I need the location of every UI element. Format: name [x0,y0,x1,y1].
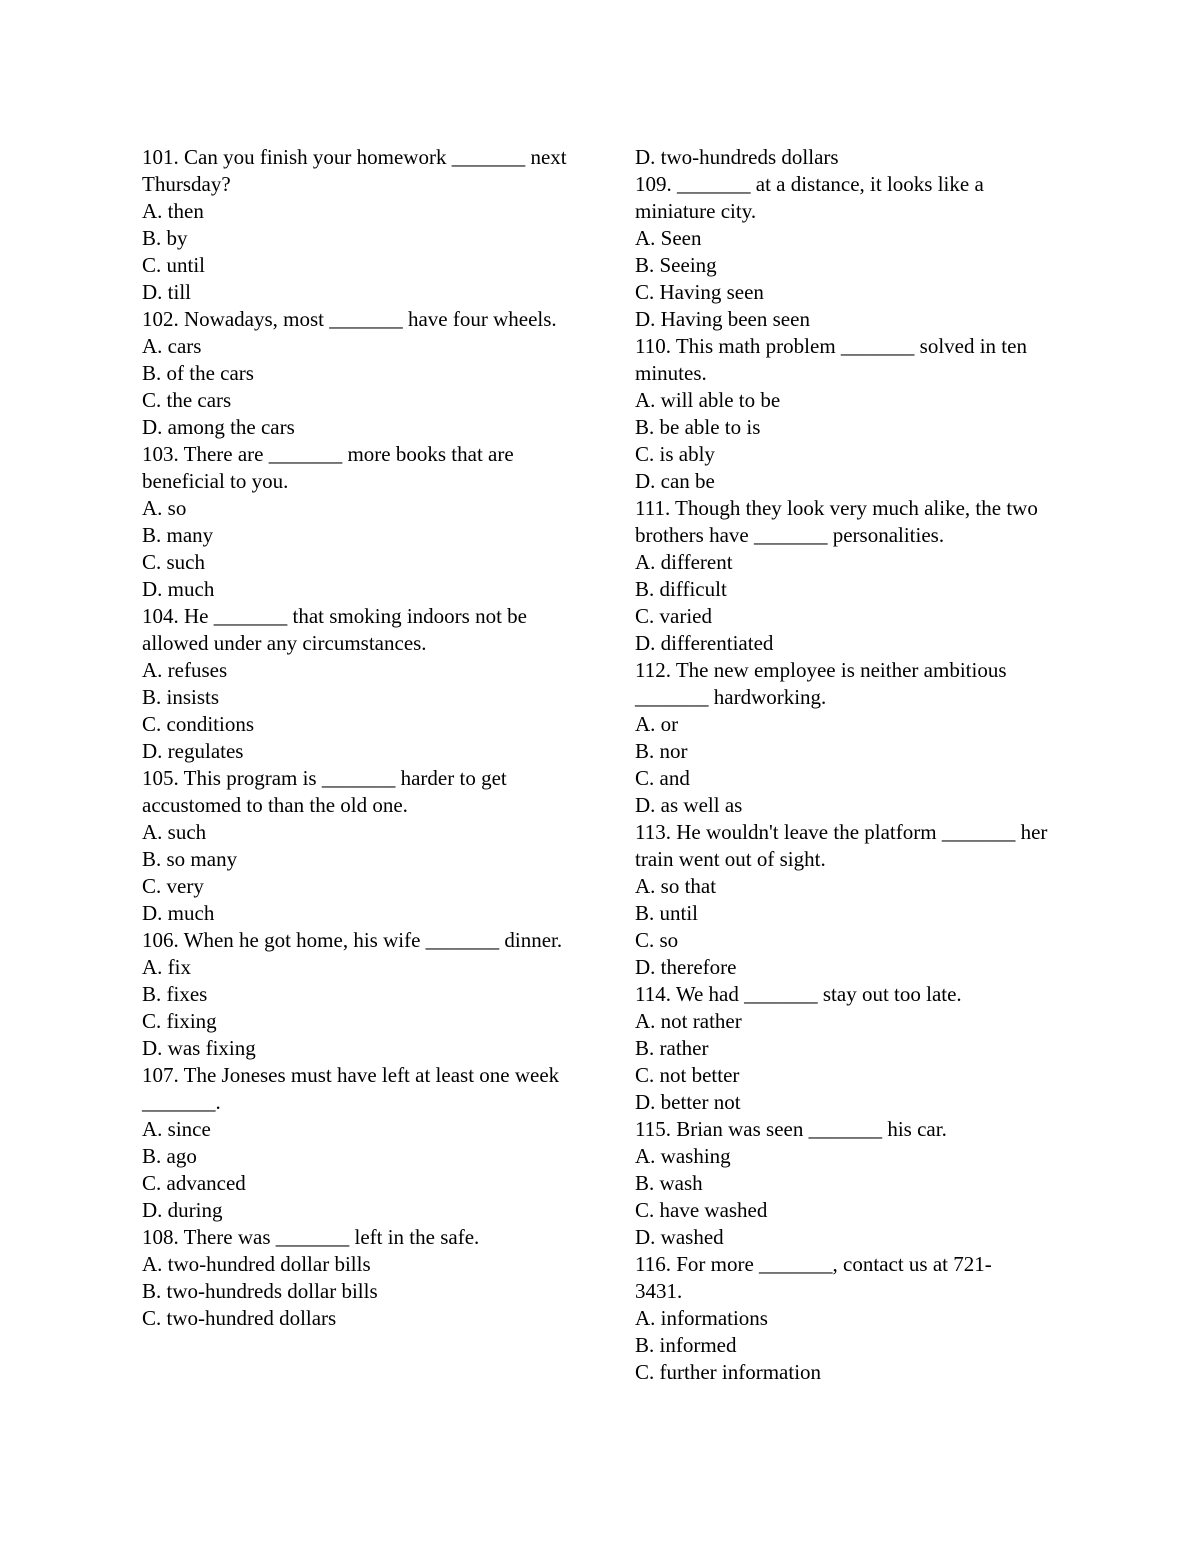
question-106 [142,927,572,1062]
option-102-a: A. cars [142,334,202,358]
option-101-a: A. then [142,199,204,223]
option-116-c: C. further information [635,1360,822,1384]
option-106-a: A. fix [142,955,191,979]
question-108 [142,1224,572,1332]
option-107-a: A. since [142,1117,211,1141]
option-104-c: C. conditions [142,712,255,736]
right-column [635,144,1065,1386]
option-101-b: B. by [142,226,188,250]
option-108-c: C. two-hundred dollars [142,1306,337,1330]
option-103-d: D. much [142,577,215,601]
option-102-c: C. the cars [142,388,232,412]
question-113 [635,819,1065,981]
option-110-c: C. is ably [635,442,715,466]
option-112-d: D. as well as [635,793,743,817]
option-111-c: C. varied [635,604,712,628]
option-107-b: B. ago [142,1144,197,1168]
option-112-b: B. nor [635,739,688,763]
question-103-stem: 103. There are _______ more books that are beneficial to you. [142,442,514,493]
question-107 [142,1062,572,1224]
option-107-d: D. during [142,1198,223,1222]
question-101 [142,144,572,306]
option-113-d: D. therefore [635,955,737,979]
question-114-stem: 114. We had _______ stay out too late. [635,982,962,1006]
option-108-b: B. two-hundreds dollar bills [142,1279,378,1303]
option-103-a: A. so [142,496,187,520]
question-116 [635,1251,1065,1386]
option-114-c: C. not better [635,1063,740,1087]
question-111-stem: 111. Though they look very much alike, the two brothers have _______ personalities. [635,496,1038,547]
question-109 [635,171,1065,333]
option-115-b: B. wash [635,1171,703,1195]
question-116-stem-line: 3431. [635,1279,683,1303]
option-110-a: A. will able to be [635,388,781,412]
option-109-d: D. Having been seen [635,307,810,331]
option-103-b: B. many [142,523,214,547]
question-112 [635,657,1065,819]
option-104-d: D. regulates [142,739,244,763]
option-113-b: B. until [635,901,699,925]
option-104-a: A. refuses [142,658,228,682]
option-109-c: C. Having seen [635,280,764,304]
question-101-stem: 101. Can you finish your homework _______ next Thursday? [142,145,567,196]
question-111 [635,495,1065,657]
option-116-b: B. informed [635,1333,737,1357]
option-105-b: B. so many [142,847,238,871]
option-106-d: D. was fixing [142,1036,256,1060]
option-111-b: B. difficult [635,577,727,601]
question-104-stem: 104. He _______ that smoking indoors not be allowed under any circumstances. [142,604,527,655]
option-115-d: D. washed [635,1225,724,1249]
option-110-b: B. be able to is [635,415,761,439]
option-112-c: C. and [635,766,690,790]
option-107-c: C. advanced [142,1171,246,1195]
option-102-b: B. of the cars [142,361,254,385]
question-112-stem: 112. The new employee is neither ambitious _______ hardworking. [635,658,1007,709]
question-108-stem: 108. There was _______ left in the safe. [142,1225,480,1249]
option-102-d: D. among the cars [142,415,295,439]
option-101-d: D. till [142,280,192,304]
option-114-a: A. not rather [635,1009,742,1033]
option-111-a: A. different [635,550,733,574]
option-109-a: A. Seen [635,226,702,250]
option-101-c: C. until [142,253,206,277]
option-105-c: C. very [142,874,204,898]
question-105-stem: 105. This program is _______ harder to get accustomed to than the old one. [142,766,507,817]
option-113-a: A. so that [635,874,717,898]
question-113-stem: 113. He wouldn't leave the platform _______ her train went out of sight. [635,820,1048,871]
option-114-d: D. better not [635,1090,741,1114]
question-103 [142,441,572,603]
option-113-c: C. so [635,928,679,952]
question-104 [142,603,572,765]
option-105-a: A. such [142,820,207,844]
option-111-d: D. differentiated [635,631,774,655]
question-110-stem: 110. This math problem _______ solved in ten minutes. [635,334,1027,385]
option-112-a: A. or [635,712,679,736]
option-106-b: B. fixes [142,982,208,1006]
question-116-stem-line: 116. For more _______, contact us at 721- [635,1252,992,1276]
option-110-d: D. can be [635,469,715,493]
option-114-b: B. rather [635,1036,709,1060]
option-105-d: D. much [142,901,215,925]
question-106-stem: 106. When he got home, his wife _______ dinner. [142,928,563,952]
question-105 [142,765,572,927]
option-115-c: C. have washed [635,1198,768,1222]
left-column [142,144,572,1332]
option-103-c: C. such [142,550,205,574]
option-109-b: B. Seeing [635,253,717,277]
option-104-b: B. insists [142,685,220,709]
question-114 [635,981,1065,1116]
question-102-stem: 102. Nowadays, most _______ have four wheels. [142,307,557,331]
question-110 [635,333,1065,495]
question-102 [142,306,572,441]
question-107-stem: 107. The Joneses must have left at least one week _______. [142,1063,560,1114]
option-116-a: A. informations [635,1306,768,1330]
option-108-a: A. two-hundred dollar bills [142,1252,371,1276]
question-109-stem: 109. _______ at a distance, it looks like a miniature city. [635,172,984,223]
option-115-a: A. washing [635,1144,731,1168]
question-115 [635,1116,1065,1251]
option-108-d: D. two-hundreds dollars [635,145,839,169]
question-115-stem: 115. Brian was seen _______ his car. [635,1117,947,1141]
option-106-c: C. fixing [142,1009,217,1033]
